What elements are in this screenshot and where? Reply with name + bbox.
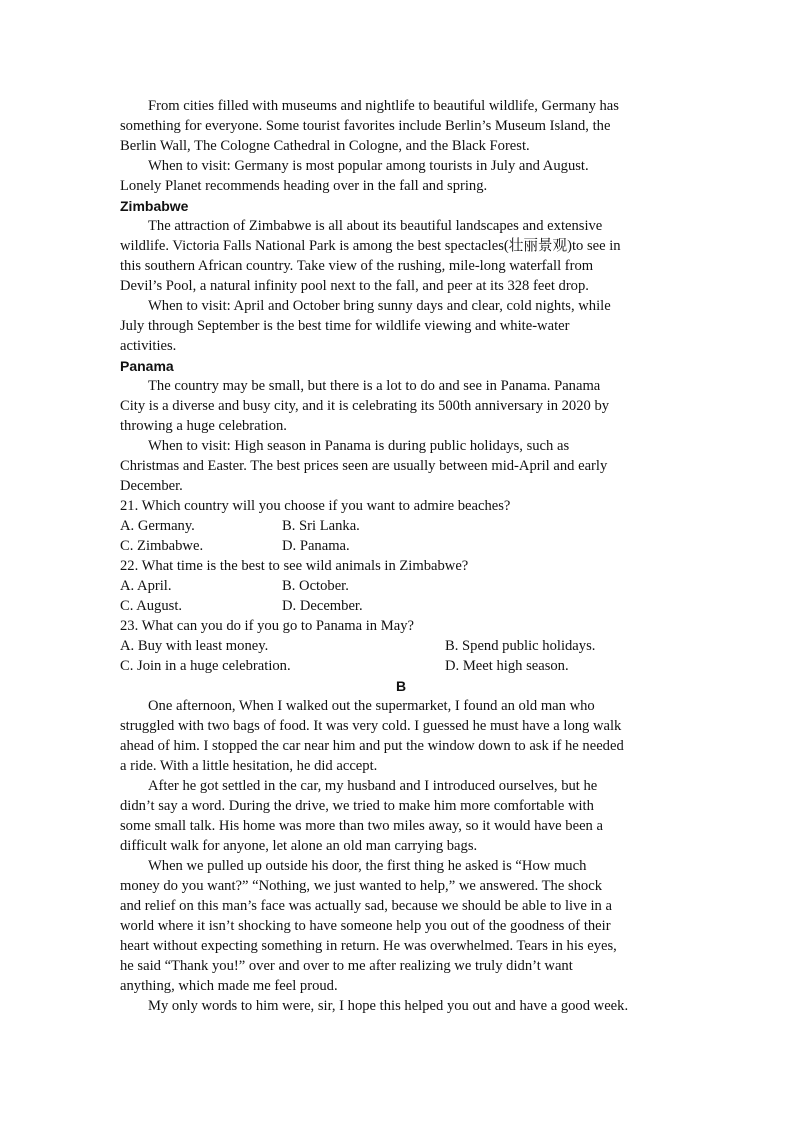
text-line: difficult walk for anyone, let alone an old man carrying bags. — [120, 838, 478, 854]
text-line: Devil’s Pool, a natural infinity pool next to the fall, and peer at its 328 feet drop. — [120, 278, 589, 294]
option-b: B. October. — [282, 578, 349, 594]
text-line: wildlife. Victoria Falls National Park is among the best spectacles(壮丽景观)to see in — [120, 238, 621, 254]
option-d: D. Panama. — [282, 538, 350, 554]
text-line: struggled with two bags of food. It was very cold. I guessed he must have a long walk — [120, 718, 622, 734]
text-line: When to visit: Germany is most popular among tourists in July and August. — [148, 158, 589, 174]
text-line: throwing a huge celebration. — [120, 418, 287, 434]
options-row — [120, 576, 682, 596]
text-line: money do you want?” “Nothing, we just wanted to help,” we answered. The shock — [120, 878, 603, 894]
text-line: activities. — [120, 338, 177, 354]
question-21 — [120, 496, 682, 556]
text-line: Christmas and Easter. The best prices seen are usually between mid-April and early — [120, 458, 608, 474]
option-b: B. Spend public holidays. — [445, 638, 596, 654]
section-b-paragraph-2 — [120, 776, 682, 856]
options-row — [120, 596, 682, 616]
zimbabwe-heading: Zimbabwe — [120, 198, 189, 214]
text-line: a ride. With a little hesitation, he did accept. — [120, 758, 378, 774]
options-row — [120, 636, 682, 656]
section-b-paragraph-1 — [120, 696, 682, 776]
section-b-paragraph-4 — [120, 996, 682, 1016]
text-line: didn’t say a word. During the drive, we tried to make him more comfortable with — [120, 798, 594, 814]
panama-visit-paragraph — [120, 436, 682, 496]
document-page — [120, 96, 682, 1016]
text-line: My only words to him were, sir, I hope this helped you out and have a good week. — [148, 998, 629, 1014]
text-line: anything, which made me feel proud. — [120, 978, 338, 994]
text-line: ahead of him. I stopped the car near him and put the window down to ask if he needed — [120, 738, 624, 754]
text-line: world where it isn’t shocking to have someone help you out of the goodness of their — [120, 918, 611, 934]
text-line: December. — [120, 478, 183, 494]
text-line: heart without expecting something in return. He was overwhelmed. Tears in his eyes, — [120, 938, 617, 954]
text-line: some small talk. His home was more than two miles away, so it would have been a — [120, 818, 603, 834]
panama-paragraph — [120, 376, 682, 436]
text-line: and relief on this man’s face was actually sad, because we should be able to live in a — [120, 898, 612, 914]
option-a: A. April. — [120, 578, 172, 594]
text-line: July through September is the best time for wildlife viewing and white-water — [120, 318, 570, 334]
text-line: The attraction of Zimbabwe is all about its beautiful landscapes and extensive — [148, 218, 603, 234]
options-row — [120, 516, 682, 536]
question-23 — [120, 616, 682, 676]
option-a: A. Germany. — [120, 518, 195, 534]
option-d: D. Meet high season. — [445, 658, 569, 674]
question-stem: 23. What can you do if you go to Panama in May? — [120, 618, 414, 634]
section-b-heading: B — [395, 678, 407, 694]
zimbabwe-paragraph — [120, 216, 682, 296]
text-line: From cities filled with museums and nightlife to beautiful wildlife, Germany has — [148, 98, 619, 114]
text-line: When to visit: High season in Panama is during public holidays, such as — [148, 438, 570, 454]
text-line: Lonely Planet recommends heading over in the fall and spring. — [120, 178, 488, 194]
options-row — [120, 656, 682, 676]
option-a: A. Buy with least money. — [120, 638, 269, 654]
text-line: Berlin Wall, The Cologne Cathedral in Cologne, and the Black Forest. — [120, 138, 530, 154]
germany-visit-paragraph — [120, 156, 682, 196]
text-line: this southern African country. Take view of the rushing, mile-long waterfall from — [120, 258, 594, 274]
option-d: D. December. — [282, 598, 363, 614]
text-line: One afternoon, When I walked out the supermarket, I found an old man who — [148, 698, 595, 714]
section-b-paragraph-3 — [120, 856, 682, 996]
option-c: C. August. — [120, 598, 183, 614]
text-line: After he got settled in the car, my husband and I introduced ourselves, but he — [148, 778, 598, 794]
question-stem: 21. Which country will you choose if you want to admire beaches? — [120, 498, 511, 514]
options-row — [120, 536, 682, 556]
option-b: B. Sri Lanka. — [282, 518, 360, 534]
panama-heading: Panama — [120, 358, 174, 374]
text-line: something for everyone. Some tourist favorites include Berlin’s Museum Island, the — [120, 118, 611, 134]
text-line: When we pulled up outside his door, the first thing he asked is “How much — [148, 858, 587, 874]
zimbabwe-visit-paragraph — [120, 296, 682, 356]
text-line: When to visit: April and October bring sunny days and clear, cold nights, while — [148, 298, 611, 314]
question-22 — [120, 556, 682, 616]
germany-paragraph — [120, 96, 682, 156]
text-line: he said “Thank you!” over and over to me after realizing we truly didn’t want — [120, 958, 573, 974]
option-c: C. Join in a huge celebration. — [120, 658, 291, 674]
text-line: The country may be small, but there is a lot to do and see in Panama. Panama — [148, 378, 601, 394]
question-stem: 22. What time is the best to see wild animals in Zimbabwe? — [120, 558, 469, 574]
text-line: City is a diverse and busy city, and it is celebrating its 500th anniversary in 2020 by — [120, 398, 610, 414]
option-c: C. Zimbabwe. — [120, 538, 204, 554]
